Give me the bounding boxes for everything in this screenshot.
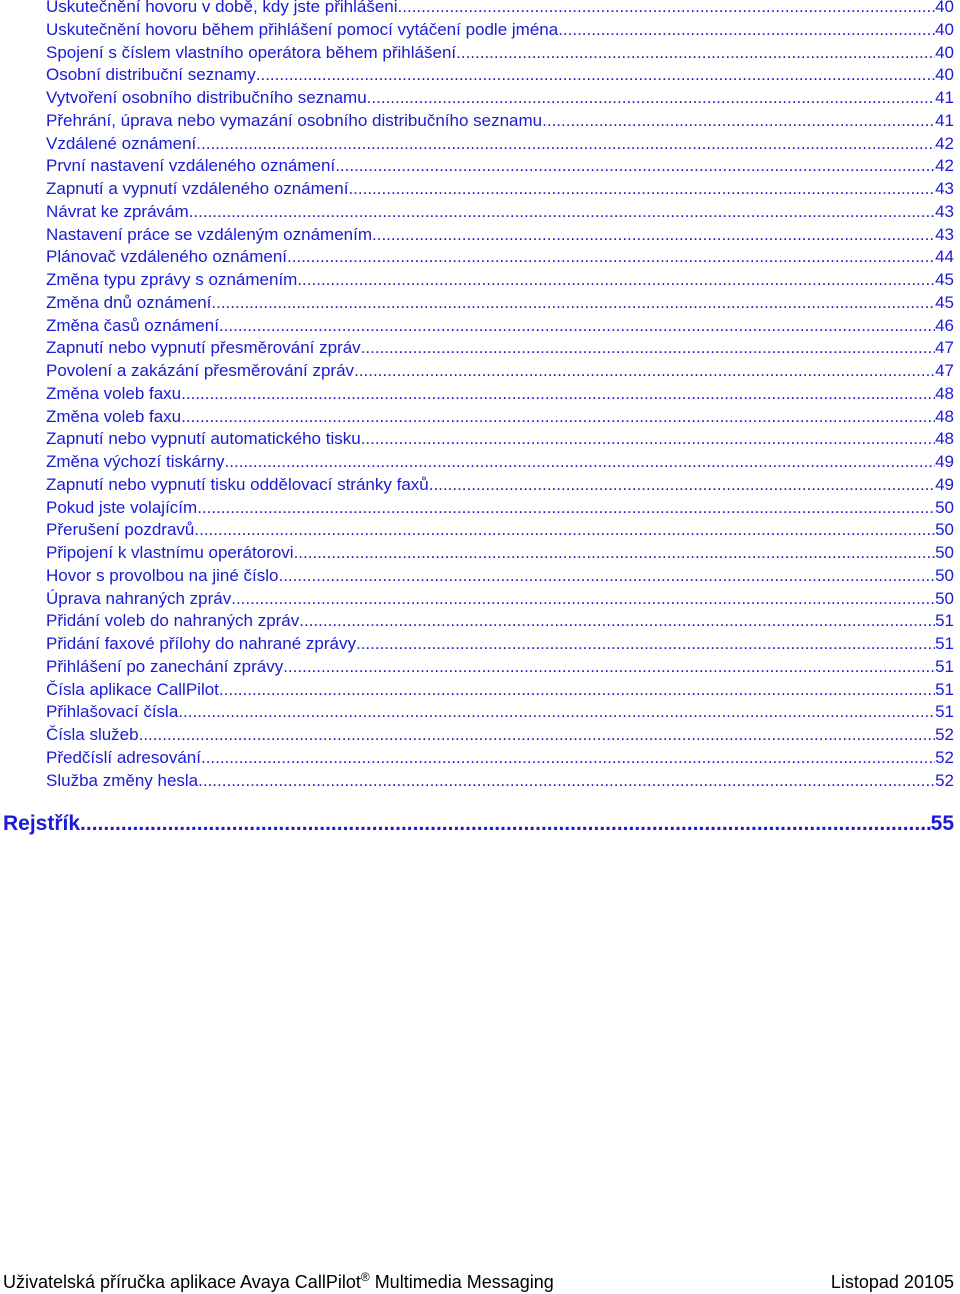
toc-entry-title: Přehrání, úprava nebo vymazání osobního distribučního seznamu (46, 110, 543, 130)
toc-entry[interactable] (46, 19, 954, 42)
toc-entry[interactable] (46, 360, 954, 383)
footer-right (831, 1272, 954, 1293)
footer-date: Listopad 2010 (830, 1272, 944, 1292)
toc-entry-title: Služba změny hesla (46, 770, 199, 790)
toc-entry-title: Vytvoření osobního distribučního seznamu (46, 88, 367, 107)
toc-entry-page: 50 (935, 588, 954, 608)
toc-entry-page: 47 (935, 338, 954, 358)
toc-entry-page: 46 (935, 315, 954, 335)
toc-entry[interactable] (46, 406, 954, 429)
toc-entry-index[interactable] (3, 810, 954, 838)
toc-entry-page: 42 (935, 156, 954, 176)
dot-leader (198, 770, 935, 793)
toc-entry-page: 43 (935, 179, 954, 198)
toc-entry-page: 43 (935, 201, 954, 221)
toc-entry-title: Uskutečnění hovoru v době, kdy jste přihlášeni (46, 0, 398, 16)
dot-leader (299, 610, 935, 633)
toc-entry-page: 40 (935, 42, 954, 62)
toc-entry-title: Přihlašovací čísla (46, 702, 179, 722)
toc-entry-title: Změna voleb faxu (46, 406, 182, 426)
dot-leader (294, 542, 936, 565)
toc-entry-page: 40 (935, 65, 954, 85)
toc-entry-page: 41 (935, 110, 954, 130)
toc-entry-title: Zapnutí nebo vypnutí tisku oddělovací stránky faxů (46, 474, 429, 494)
toc-entry[interactable] (46, 724, 954, 747)
footer-title-suffix: Multimedia Messaging (369, 1272, 554, 1292)
dot-leader (219, 679, 935, 702)
toc-entry[interactable] (46, 178, 954, 201)
dot-leader (283, 656, 935, 679)
toc-entry[interactable] (46, 679, 954, 702)
dot-leader (196, 133, 935, 156)
toc-entry[interactable] (46, 383, 954, 406)
toc-entry[interactable] (46, 656, 954, 679)
toc-entry-title: Pokud jste volajícím (46, 497, 198, 517)
toc-entry-title: Plánovač vzdáleného oznámení (46, 247, 287, 267)
toc-entry[interactable] (46, 770, 954, 793)
dot-leader (361, 428, 935, 451)
toc-entry[interactable] (46, 610, 954, 633)
toc-entry[interactable] (46, 201, 954, 224)
toc-entry-page: 48 (935, 406, 954, 426)
toc-entry[interactable] (46, 42, 954, 65)
toc-entry-page: 42 (935, 133, 954, 153)
toc-entry[interactable] (46, 133, 954, 156)
toc-entry[interactable] (46, 497, 954, 520)
toc-entry[interactable] (46, 428, 954, 451)
toc-entry-title: Připojení k vlastnímu operátorovi (46, 543, 294, 562)
toc-entry-page: 47 (935, 361, 954, 380)
toc-entry-page: 51 (935, 702, 954, 722)
dot-leader (178, 701, 935, 724)
toc-entry-page: 49 (935, 474, 954, 494)
toc-entry-title: Přidání faxové přílohy do nahrané zprávy (46, 634, 356, 653)
dot-leader (354, 360, 935, 383)
toc-entry-page: 55 (930, 812, 954, 835)
toc-entry[interactable] (46, 292, 954, 315)
dot-leader (335, 155, 935, 178)
toc-entry-title: Přihlášení po zanechání zprávy (46, 656, 284, 676)
dot-leader (278, 565, 935, 588)
dot-leader (181, 406, 935, 429)
dot-leader (181, 383, 935, 406)
toc-entry[interactable] (46, 64, 954, 87)
toc-entry[interactable] (46, 0, 954, 19)
dot-leader (80, 810, 931, 838)
toc-entry[interactable] (46, 110, 954, 133)
dot-leader (211, 292, 935, 315)
toc-entry[interactable] (46, 474, 954, 497)
toc-entry-page: 51 (935, 634, 954, 653)
toc-entry-page: 45 (935, 292, 954, 312)
toc-entry[interactable] (46, 451, 954, 474)
toc-entry-title: Osobní distribuční seznamy (46, 65, 256, 85)
toc-entry[interactable] (46, 224, 954, 247)
toc-entry-page: 50 (935, 565, 954, 585)
toc-entry-title: Spojení s číslem vlastního operátora během přihlášení (46, 42, 457, 62)
dot-leader (356, 633, 935, 656)
dot-leader (429, 474, 935, 497)
toc-entry-page: 51 (935, 611, 954, 631)
toc-entry-page: 40 (935, 0, 954, 16)
dot-leader (256, 64, 935, 87)
toc-entry-page: 48 (935, 383, 954, 403)
toc-entry[interactable] (46, 315, 954, 338)
toc-entry-title: Změna časů oznámení (46, 315, 219, 335)
toc-entry[interactable] (46, 588, 954, 611)
toc-entry-page: 50 (935, 543, 954, 562)
toc-entry[interactable] (46, 246, 954, 269)
toc-entry-title: Hovor s provolbou na jiné číslo (46, 565, 279, 585)
dot-leader (231, 588, 935, 611)
table-of-contents (46, 0, 954, 792)
dot-leader (372, 224, 935, 247)
dot-leader (456, 42, 935, 65)
toc-entry-page: 41 (935, 88, 954, 107)
toc-entry-page: 48 (935, 429, 954, 449)
toc-entry-title: Úprava nahraných zpráv (46, 588, 232, 608)
dot-leader (219, 315, 935, 338)
toc-entry-page: 52 (935, 725, 954, 744)
toc-entry-title: Předčíslí adresování (46, 747, 201, 767)
toc-entry-page: 52 (935, 770, 954, 790)
dot-leader (194, 519, 935, 542)
toc-entry[interactable] (46, 565, 954, 588)
toc-entry-title: Povolení a zakázání přesměrování zpráv (46, 361, 355, 380)
toc-entry[interactable] (46, 337, 954, 360)
toc-entry-title: Čísla aplikace CallPilot (46, 679, 219, 699)
dot-leader (348, 178, 935, 201)
toc-entry-page: 40 (935, 19, 954, 39)
registered-mark: ® (360, 1270, 370, 1284)
dot-leader (287, 246, 935, 269)
toc-entry[interactable] (46, 747, 954, 770)
toc-entry[interactable] (46, 633, 954, 656)
dot-leader (139, 724, 935, 747)
footer-title-main: Uživatelská příručka aplikace Avaya CallPilot (3, 1272, 361, 1292)
dot-leader (542, 110, 935, 133)
toc-entry[interactable] (46, 701, 954, 724)
toc-entry-title: Zapnutí nebo vypnutí automatického tisku (46, 429, 361, 449)
toc-entry-title: Přerušení pozdravů (46, 520, 195, 540)
toc-entry-title: Vzdálené oznámení (46, 133, 197, 153)
toc-entry-page: 51 (935, 679, 954, 699)
toc-entry-page: 50 (935, 520, 954, 540)
toc-entry-page: 45 (935, 270, 954, 289)
toc-entry[interactable] (46, 87, 954, 110)
toc-entry-page: 49 (935, 452, 954, 471)
dot-leader (361, 337, 935, 360)
dot-leader (225, 451, 936, 474)
toc-entry-title: Změna dnů oznámení (46, 292, 212, 312)
toc-entry-page: 44 (935, 247, 954, 267)
toc-entry[interactable] (46, 519, 954, 542)
toc-entry-title: Přidání voleb do nahraných zpráv (46, 611, 300, 631)
toc-entry-title: Rejstřík (3, 812, 81, 835)
toc-entry-page: 43 (935, 224, 954, 244)
toc-entry-title: Nastavení práce se vzdáleným oznámením (46, 224, 372, 244)
toc-entry-title: Zapnutí a vypnutí vzdáleného oznámení (46, 179, 349, 198)
toc-entry[interactable] (46, 542, 954, 565)
footer-page-number: 5 (943, 1272, 954, 1292)
toc-entry-title: Změna typu zprávy s oznámením (46, 270, 298, 289)
dot-leader (558, 19, 935, 42)
footer-document-title (3, 1270, 554, 1293)
dot-leader (398, 0, 936, 19)
toc-entry-title: Zapnutí nebo vypnutí přesměrování zpráv (46, 338, 361, 358)
toc-entry-page: 50 (935, 497, 954, 517)
toc-entry-page: 52 (935, 747, 954, 767)
dot-leader (297, 269, 935, 292)
toc-entry-page: 51 (935, 656, 954, 676)
toc-entry-title: Změna výchozí tiskárny (46, 452, 225, 471)
dot-leader (197, 497, 935, 520)
toc-entry-title: Uskutečnění hovoru během přihlášení pomocí vytáčení podle jména (46, 19, 559, 39)
toc-entry[interactable] (46, 155, 954, 178)
toc-entry-title: Návrat ke zprávám (46, 201, 189, 221)
toc-entry-title: Čísla služeb (46, 725, 139, 744)
dot-leader (367, 87, 935, 110)
dot-leader (201, 747, 935, 770)
page-footer (3, 1270, 954, 1293)
toc-entry-title: Změna voleb faxu (46, 383, 182, 403)
toc-entry[interactable] (46, 269, 954, 292)
toc-entry-title: První nastavení vzdáleného oznámení (46, 156, 336, 176)
dot-leader (189, 201, 935, 224)
